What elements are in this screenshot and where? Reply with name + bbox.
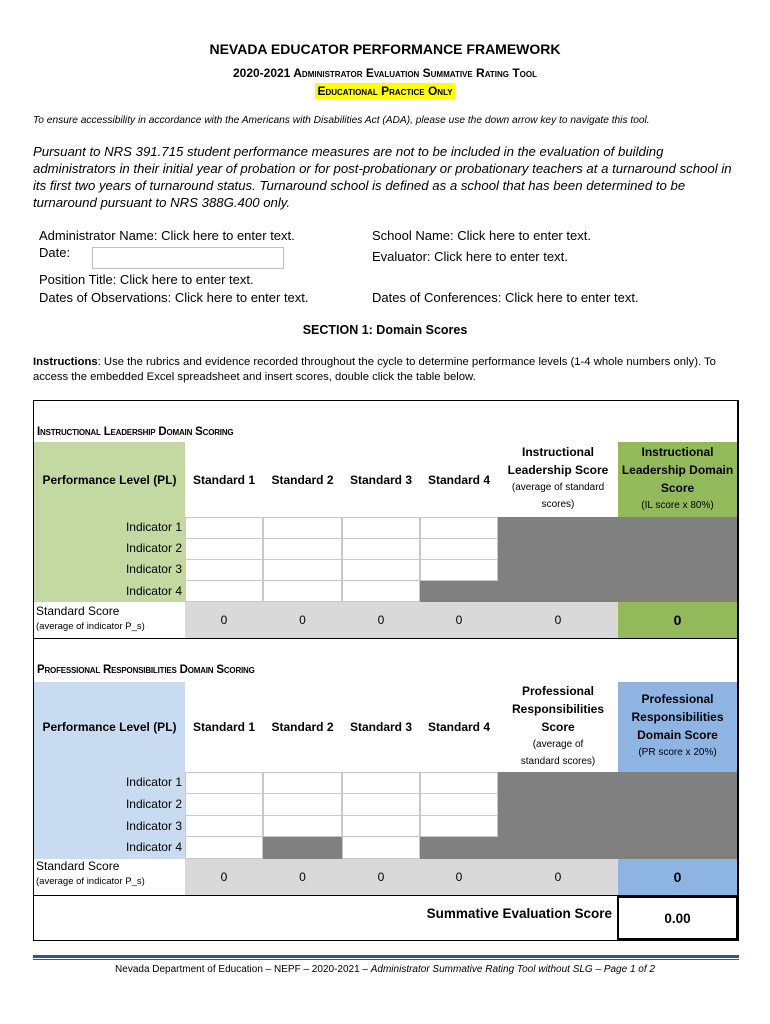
il-cell-1-4[interactable] (420, 517, 498, 539)
pr-cell-1-3[interactable] (342, 772, 420, 794)
pr-domain-title: Professional Responsibilities Domain Scoring (37, 664, 255, 676)
il-cell-3-1[interactable] (185, 559, 263, 581)
pr-standard-score-label-sub: (average of indicator P_s) (36, 876, 145, 887)
il-standard-3-header: Standard 3 (349, 472, 412, 487)
footer-italic: Administrator Summative Rating Tool without SLG – Page 1 of 2 (370, 964, 655, 975)
pr-cell-2-3[interactable] (342, 793, 420, 816)
nrs-note: Pursuant to NRS 391.715 student performance measures are not to be included in the evaluation of building administrators in their initial year of probation or for post-probationary or probationary teachers at a turnaround school in its first two years of turnaround status. Turnaround school is defined as a school that has been determined to be turnaround pursuant to NRS 388G.400 only. (33, 144, 732, 210)
pr-standard-3-header: Standard 3 (349, 720, 412, 734)
il-cell-1-1[interactable] (185, 517, 263, 539)
pr-cell-1-4[interactable] (420, 772, 498, 794)
instructions-label: Instructions (33, 356, 98, 368)
il-cell-4-4-disabled (420, 581, 498, 602)
il-standard-score-2: 0 (299, 613, 306, 627)
il-cell-1-2[interactable] (263, 517, 342, 539)
summative-label: Summative Evaluation Score (426, 906, 612, 921)
il-cell-1-3[interactable] (342, 517, 420, 539)
date-label: Date: (39, 245, 71, 260)
il-cell-3-3[interactable] (342, 559, 420, 581)
dates-of-observations-field[interactable]: Dates of Observations: Click here to enter text. (39, 290, 309, 305)
il-cell-2-2[interactable] (263, 538, 342, 560)
document-title: NEVADA EDUCATOR PERFORMANCE FRAMEWORK (209, 41, 561, 57)
il-standard-2-header: Standard 2 (271, 472, 334, 487)
il-score-disabled-area (498, 517, 737, 602)
il-cell-4-3[interactable] (342, 580, 420, 602)
il-indicator-2: Indicator 2 (125, 541, 182, 555)
il-score-value: 0 (554, 613, 562, 627)
summative-score-value: 0.00 (617, 896, 738, 940)
footer-rule-thin (33, 959, 739, 960)
pr-cell-4-4-disabled (420, 837, 498, 859)
footer-prefix: Nevada Department of Education – NEPF – 2020-2021 – (115, 964, 368, 975)
pr-standard-score-3: 0 (377, 870, 385, 884)
pr-cell-4-3[interactable] (342, 836, 420, 859)
il-pl-header: Performance Level (PL) (42, 472, 177, 487)
section-title: SECTION 1: Domain Scores (302, 323, 468, 337)
il-cell-2-1[interactable] (185, 538, 263, 560)
il-cell-3-4[interactable] (420, 559, 498, 581)
il-cell-2-3[interactable] (342, 538, 420, 560)
instructions-text: : Use the rubrics and evidence recorded throughout the cycle to determine performance levels (1-4 whole numbers only). To access the embedded Excel spreadsheet and insert scores, double click the table below. (33, 356, 716, 383)
pr-score-header-label: Professional Responsibilities Score (511, 684, 605, 734)
pr-cell-1-2[interactable] (263, 772, 342, 794)
il-score-header (498, 443, 618, 517)
pr-standard-score-2: 0 (299, 870, 306, 884)
pr-cell-2-1[interactable] (185, 793, 263, 816)
pr-cell-3-1[interactable] (185, 815, 263, 837)
il-indicator-1: Indicator 1 (125, 520, 182, 534)
pr-cell-4-1[interactable] (185, 836, 263, 859)
pr-indicator-3: Indicator 3 (125, 819, 182, 833)
pr-indicator-4: Indicator 4 (125, 840, 182, 854)
administrator-name-field[interactable]: Administrator Name: Click here to enter text. (39, 228, 295, 243)
pr-cell-4-2-disabled (263, 837, 342, 859)
evaluator-field[interactable]: Evaluator: Click here to enter text. (372, 249, 568, 264)
document-subtitle: 2020-2021 Administrator Evaluation Summative Rating Tool (232, 66, 538, 80)
pr-standard-4-header: Standard 4 (427, 720, 490, 734)
instructions (33, 355, 733, 385)
il-indicator-4: Indicator 4 (125, 584, 182, 598)
il-standard-1-header: Standard 1 (192, 472, 255, 487)
pr-standard-2-header: Standard 2 (271, 720, 334, 734)
pr-score-disabled-area (498, 772, 737, 859)
il-cell-3-2[interactable] (263, 559, 342, 581)
block-divider (34, 638, 738, 639)
pr-cell-1-1[interactable] (185, 772, 263, 794)
il-standard-4-header: Standard 4 (427, 472, 490, 487)
il-standard-score-4: 0 (455, 613, 463, 627)
pr-domain-header (618, 682, 737, 772)
pr-domain-header-label: Professional Responsibilities Domain Score (631, 692, 724, 742)
pr-cell-3-4[interactable] (420, 815, 498, 837)
il-standard-score-1: 0 (220, 613, 228, 627)
pr-score-value: 0 (554, 870, 562, 884)
il-score-header-label: Instructional Leadership Score (507, 445, 609, 477)
il-standard-score-label (36, 603, 184, 635)
pr-score-header (498, 682, 618, 772)
pr-standard-1-header: Standard 1 (192, 720, 255, 734)
il-domain-title: Instructional Leadership Domain Scoring (37, 426, 234, 438)
il-domain-header (618, 442, 737, 517)
il-cell-2-4[interactable] (420, 538, 498, 560)
dates-of-conferences-field[interactable]: Dates of Conferences: Click here to enter text. (372, 290, 639, 305)
pr-indicator-2: Indicator 2 (125, 797, 182, 811)
school-name-field[interactable]: School Name: Click here to enter text. (372, 228, 591, 243)
practice-highlight: Educational Practice Only (317, 84, 453, 98)
pr-pl-header: Performance Level (PL) (42, 720, 177, 734)
pr-domain-header-sub: (PR score x 20%) (638, 747, 717, 758)
il-domain-header-sub: (IL score x 80%) (641, 500, 714, 511)
pr-score-header-sub: (average of standard scores) (520, 739, 596, 767)
pr-standard-score-1: 0 (220, 870, 228, 884)
pr-cell-2-2[interactable] (263, 793, 342, 816)
il-score-header-sub: (average of standard scores) (511, 482, 605, 510)
ada-note: To ensure accessibility in accordance with the Americans with Disabilities Act (ADA), please use the down arrow key to navigate this tool. (33, 115, 650, 126)
il-domain-score-value: 0 (618, 602, 737, 638)
pr-standard-score-label (36, 858, 184, 890)
pr-standard-score-4: 0 (455, 870, 463, 884)
footer-rule-thick (33, 955, 739, 958)
date-input[interactable] (92, 247, 284, 269)
position-title-field[interactable]: Position Title: Click here to enter text. (39, 272, 254, 287)
il-standard-score-label-sub: (average of indicator P_s) (36, 621, 145, 632)
pr-cell-3-2[interactable] (263, 815, 342, 837)
pr-cell-2-4[interactable] (420, 793, 498, 816)
il-domain-header-label: Instructional Leadership Domain Score (621, 445, 734, 495)
pr-cell-3-3[interactable] (342, 815, 420, 837)
footer (0, 964, 770, 975)
il-standard-score-3: 0 (377, 613, 385, 627)
il-cell-4-1[interactable] (185, 580, 263, 602)
pr-indicator-1: Indicator 1 (125, 775, 182, 789)
il-cell-4-2[interactable] (263, 580, 342, 602)
il-standard-score-label-main: Standard Score (36, 604, 120, 618)
il-indicator-3: Indicator 3 (125, 562, 182, 576)
pr-domain-score-value: 0 (618, 859, 737, 895)
pr-standard-score-label-main: Standard Score (36, 859, 120, 873)
